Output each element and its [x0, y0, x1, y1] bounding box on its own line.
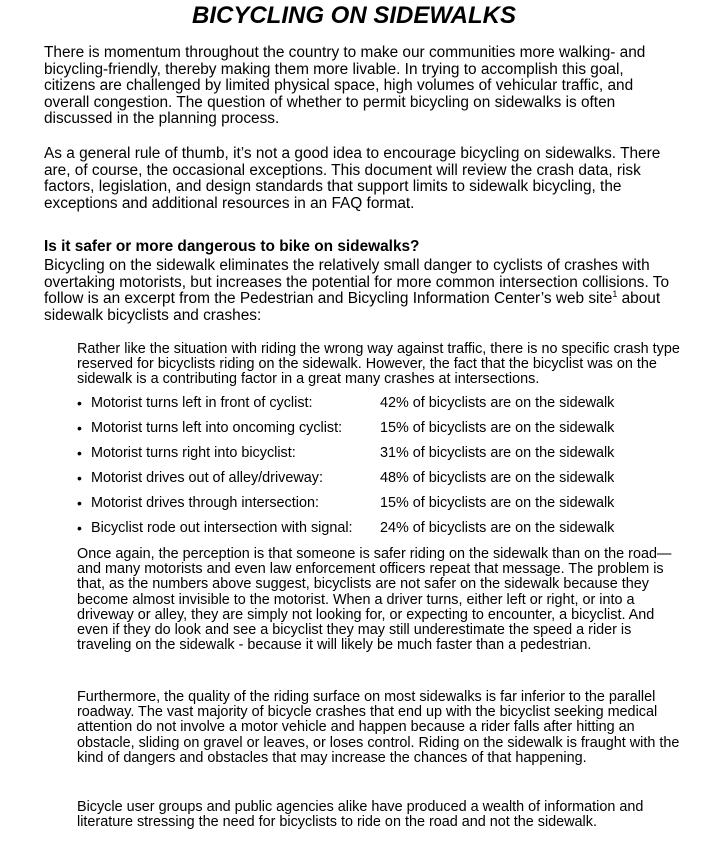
crash-type-label: Motorist drives out of alley/driveway:	[91, 470, 323, 486]
bullet-icon: •	[77, 420, 82, 436]
crash-type-stat: 15% of bicyclists are on the sidewalk	[380, 495, 615, 511]
crash-type-stat: 48% of bicyclists are on the sidewalk	[380, 470, 615, 486]
excerpt-paragraph-3: Bicycle user groups and public agencies alike have produced a wealth of information and literature stressing the need for bicyclists to ride on the road and not the sidewalk.	[77, 799, 644, 831]
crash-type-stat: 42% of bicyclists are on the sidewalk	[380, 395, 615, 411]
bullet-icon: •	[77, 395, 82, 411]
bullet-icon: •	[77, 445, 82, 461]
crash-type-item	[77, 396, 677, 421]
section-intro-text: Bicycling on the sidewalk eliminates the relatively small danger to cyclists of crashes with overtaking motorists, but increases the potential for more common intersection collisions. To follow is an excerpt from the Pedestrian and Bicycling Information Center’s web site	[44, 257, 670, 308]
crash-type-item	[77, 496, 677, 521]
bullet-icon: •	[77, 470, 82, 486]
footnote-marker[interactable]: 1	[612, 289, 618, 300]
intro-paragraph-1: There is momentum throughout the country to make our communities more walking- and bicycling-friendly, thereby making them more livable. In trying to accomplish this goal, citizens are challenged by limited physical space, high volumes of vehicular traffic, and overall congestion. The question of whether to permit bicycling on sidewalks is often discussed in the planning process.	[44, 44, 646, 128]
bullet-icon: •	[77, 495, 82, 511]
excerpt-paragraph-1: Once again, the perception is that someone is safer riding on the sidewalk than on the road—and many motorists and even law enforcement officers repeat that message. The problem is that, as the numbers above suggest, bicyclists are not safer on the sidewalk because they become almost invisible to the motorist. When a driver turns, either left or right, or into a driveway or alley, they are simply not looking for, or expecting to encounter, a bicyclist. And even if they do look and see a bicyclist they may still underestimate the speed a rider is traveling on the sidewalk - because it will likely be much faster than a pedestrian.	[77, 546, 672, 654]
crash-type-label: Bicyclist rode out intersection with signal:	[91, 520, 353, 536]
section-heading: Is it safer or more dangerous to bike on sidewalks?	[44, 238, 420, 255]
excerpt-intro: Rather like the situation with riding the wrong way against traffic, there is no specific crash type reserved for bicyclists riding on the sidewalk. However, the fact that the bicyclist was on the sidewalk is a contributing factor in a great many crashes at intersections.	[77, 341, 680, 388]
crash-type-label: Motorist turns left into oncoming cyclist:	[91, 420, 343, 436]
crash-type-item	[77, 446, 677, 471]
crash-type-label: Motorist turns right into bicyclist:	[91, 445, 296, 461]
crash-type-stat: 31% of bicyclists are on the sidewalk	[380, 445, 615, 461]
crash-type-label: Motorist drives through intersection:	[91, 495, 319, 511]
bullet-icon: •	[77, 520, 82, 536]
document-title: BICYCLING ON SIDEWALKS	[191, 2, 516, 29]
crash-type-item	[77, 421, 677, 446]
crash-type-stat: 24% of bicyclists are on the sidewalk	[380, 520, 615, 536]
excerpt-paragraph-2: Furthermore, the quality of the riding surface on most sidewalks is far inferior to the parallel roadway. The vast majority of bicycle crashes that end up with the bicyclist seeking medical attention do not involve a motor vehicle and happen because a rider falls after hitting an obstacle, sliding on gravel or leaves, or loses control. Riding on the sidewalk is fraught with the kind of dangers and obstacles that may increase the chances of that happening.	[77, 689, 680, 766]
crash-type-item	[77, 521, 677, 546]
crash-type-list	[77, 396, 677, 546]
crash-type-stat: 15% of bicyclists are on the sidewalk	[380, 420, 615, 436]
crash-type-label: Motorist turns left in front of cyclist:	[91, 395, 313, 411]
crash-type-item	[77, 471, 677, 496]
intro-paragraph-2: As a general rule of thumb, it’s not a good idea to encourage bicycling on sidewalks. There are, of course, the occasional exceptions. This document will review the crash data, risk factors, legislation, and design standards that support limits to sidewalk bicycling, the exceptions and additional resources in an FAQ format.	[44, 145, 661, 212]
section-intro-paragraph	[44, 258, 674, 324]
section-intro-text-end: about sidewalk bicyclists and crashes:	[44, 290, 661, 324]
